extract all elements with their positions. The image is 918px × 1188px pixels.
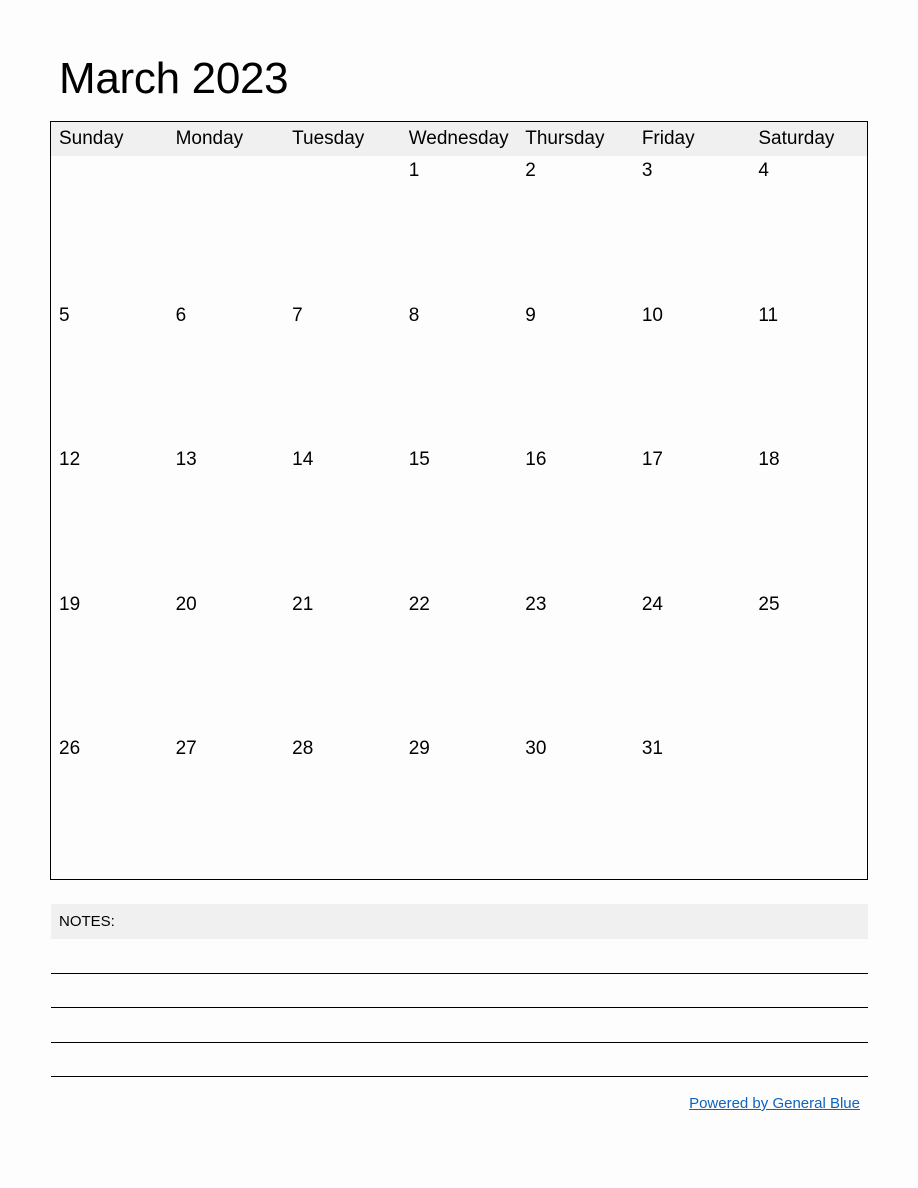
day-number: 14	[292, 449, 314, 470]
day-number: 11	[758, 304, 779, 326]
weekday-header-row	[51, 122, 867, 156]
day-cell	[284, 734, 401, 879]
day-cell	[401, 301, 518, 446]
day-cell	[750, 734, 867, 879]
note-line	[51, 1042, 868, 1043]
weekday-thursday: Thursday	[525, 128, 605, 149]
weekday-friday: Friday	[641, 128, 695, 149]
day-number: 7	[292, 304, 303, 326]
day-cell	[168, 445, 285, 590]
day-cell	[750, 445, 867, 590]
weeks-container	[51, 156, 867, 879]
day-number: 8	[408, 304, 420, 326]
day-number: 2	[525, 160, 536, 181]
day-number: 25	[758, 593, 780, 615]
day-cell	[517, 156, 634, 301]
day-cell	[51, 445, 168, 590]
notes-header	[51, 904, 868, 939]
day-number: 21	[292, 593, 314, 615]
day-cell	[401, 156, 518, 301]
day-number: 27	[175, 738, 197, 759]
day-cell	[517, 301, 634, 446]
day-cell	[51, 301, 168, 446]
day-cell	[168, 734, 285, 879]
day-cell	[634, 156, 751, 301]
day-cell	[401, 590, 518, 735]
day-cell	[634, 445, 751, 590]
note-line	[51, 1076, 868, 1077]
day-cell	[168, 156, 285, 301]
weekday-wednesday: Wednesday	[408, 128, 509, 149]
day-number: 22	[408, 593, 430, 615]
powered-by-link[interactable]: Powered by General Blue	[689, 1095, 860, 1112]
weekday-sunday: Sunday	[59, 128, 124, 149]
day-number: 28	[292, 738, 314, 759]
day-cell	[284, 156, 401, 301]
day-cell	[401, 734, 518, 879]
day-cell	[284, 445, 401, 590]
day-cell	[284, 301, 401, 446]
day-number: 29	[408, 738, 430, 759]
day-number: 10	[641, 304, 663, 326]
day-cell	[750, 301, 867, 446]
day-cell	[517, 734, 634, 879]
weekday-tuesday: Tuesday	[292, 128, 365, 149]
note-line	[51, 973, 868, 974]
weekday-saturday: Saturday	[758, 128, 835, 149]
day-number: 4	[758, 160, 769, 181]
note-line	[51, 1007, 868, 1008]
day-cell	[168, 590, 285, 735]
day-number: 1	[408, 160, 420, 181]
day-number: 9	[525, 304, 536, 326]
day-number: 24	[641, 593, 663, 615]
day-number: 16	[525, 449, 547, 470]
day-number: 12	[59, 449, 81, 470]
day-number: 26	[59, 738, 81, 759]
day-cell	[517, 445, 634, 590]
calendar-grid	[50, 121, 868, 880]
day-number: 23	[525, 593, 547, 615]
day-cell	[750, 156, 867, 301]
day-cell	[168, 301, 285, 446]
page-title: March 2023	[59, 54, 289, 103]
day-cell	[51, 156, 168, 301]
day-number: 18	[758, 449, 780, 470]
day-cell	[634, 734, 751, 879]
day-number: 3	[641, 160, 653, 181]
day-number: 6	[175, 304, 187, 326]
day-number: 13	[175, 449, 197, 470]
day-cell	[634, 301, 751, 446]
day-cell	[750, 590, 867, 735]
day-number: 5	[59, 304, 70, 326]
day-number: 20	[175, 593, 197, 615]
day-cell	[517, 590, 634, 735]
day-cell	[401, 445, 518, 590]
day-cell	[51, 734, 168, 879]
day-number: 17	[641, 449, 663, 470]
day-number: 19	[59, 593, 81, 615]
notes-label: NOTES:	[59, 913, 115, 930]
day-cell	[634, 590, 751, 735]
day-number: 30	[525, 738, 547, 759]
day-cell	[51, 590, 168, 735]
weekday-monday: Monday	[175, 128, 244, 149]
day-number: 15	[408, 449, 430, 470]
day-number: 31	[641, 738, 663, 759]
day-cell	[284, 590, 401, 735]
